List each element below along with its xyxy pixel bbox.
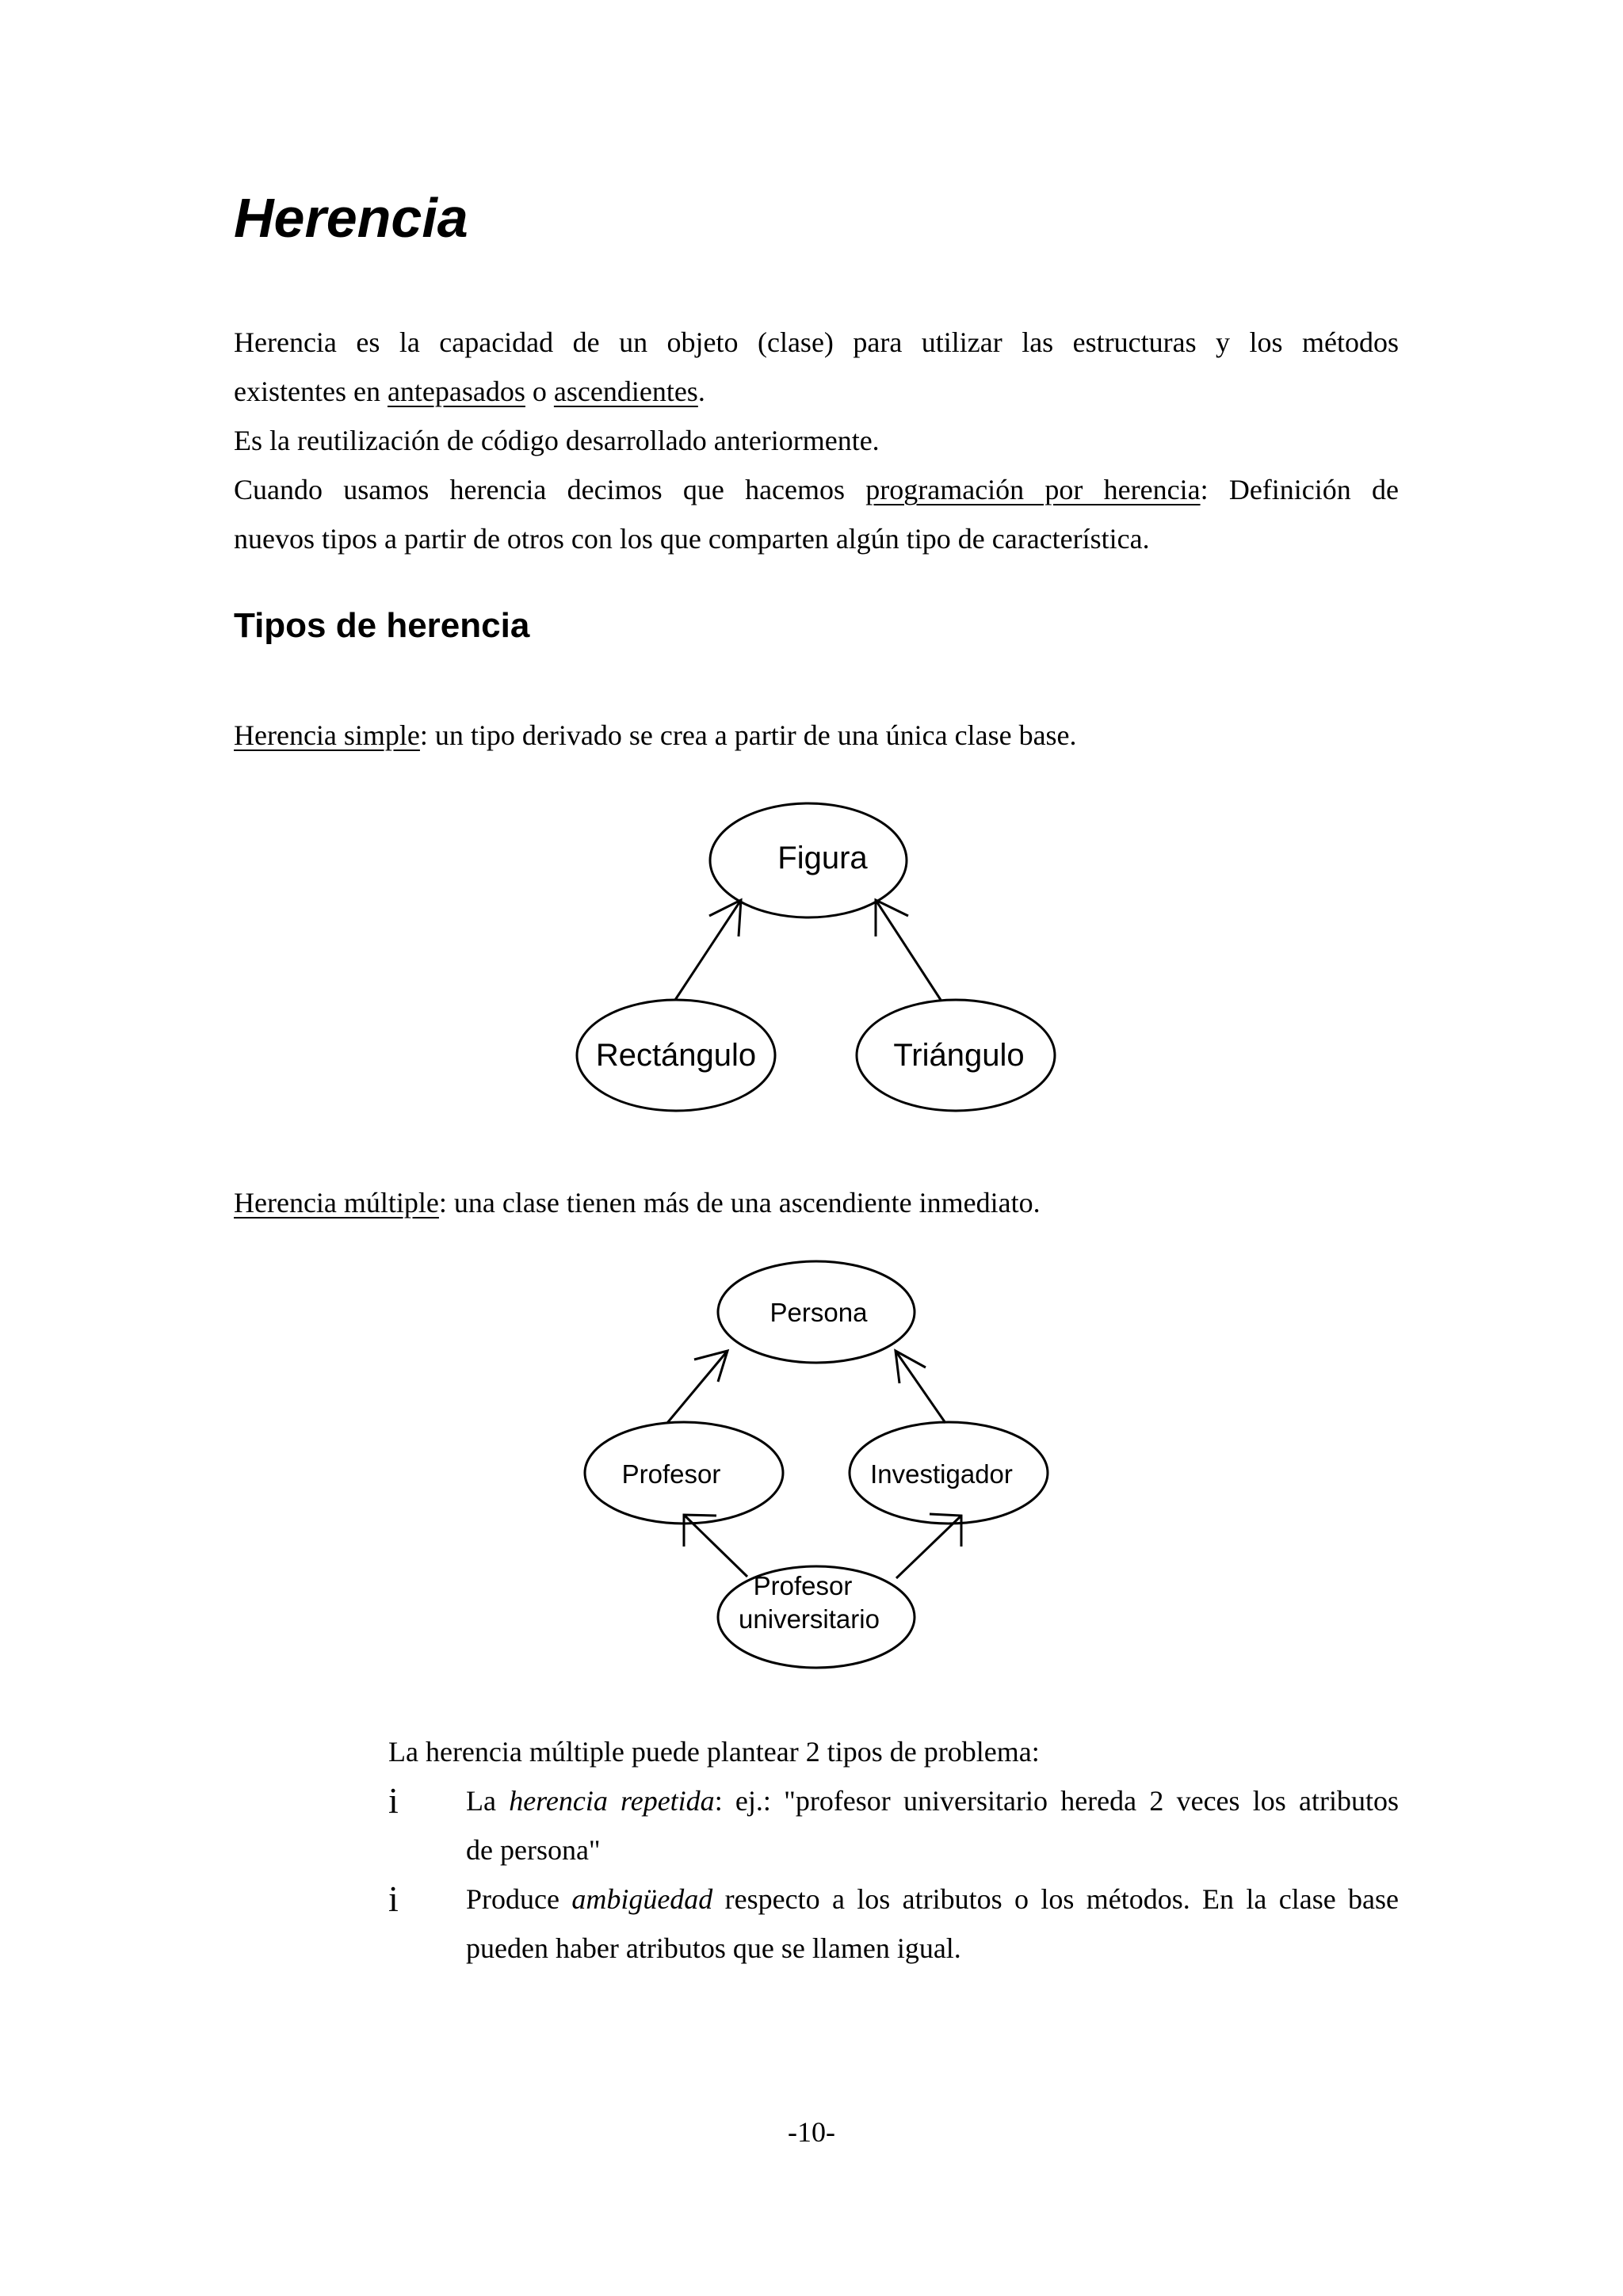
problem-item-1-emphasis: herencia repetida [509, 1785, 715, 1817]
simple-inheritance-description: : un tipo derivado se crea a partir de una única clase base. [419, 719, 1077, 751]
intro-line-2-prefix: existentes en [234, 376, 388, 407]
arrow-rectangulo-to-figura [675, 900, 741, 1000]
problem-item-1-line-2: de persona" [466, 1834, 601, 1866]
problem-item-2-emphasis: ambigüedad [571, 1883, 713, 1915]
term-herencia-simple: Herencia simple [234, 719, 420, 751]
page-title: Herencia [234, 187, 468, 249]
multiple-inheritance-description: : una clase tienen más de una ascendiente inmediato. [438, 1187, 1041, 1219]
node-triangulo-label: Triángulo [893, 1038, 1025, 1073]
intro-line-4-prefix: Cuando usamos herencia decimos que hacemos [234, 474, 866, 505]
problem-item-2-text: respecto a los atributos o los métodos. En la clase base [712, 1883, 1400, 1915]
arrow-universitario-to-profesor [684, 1515, 747, 1577]
bullet-marker: i [388, 1878, 399, 1919]
problem-item-2-prefix: Produce [466, 1883, 572, 1915]
problem-item-1 [388, 1776, 1399, 1875]
simple-inheritance-diagram [555, 792, 1078, 1125]
term-ascendientes: ascendientes [553, 376, 698, 407]
simple-inheritance-definition [234, 711, 1399, 760]
section-title: Tipos de herencia [234, 606, 530, 645]
multiple-inheritance-definition [234, 1178, 1399, 1227]
problem-item-1-text: : ej.: "profesor universitario hereda 2 veces los atributos [714, 1785, 1399, 1817]
intro-line-3: Es la reutilización de código desarrollado anteriormente. [234, 425, 880, 456]
term-programacion-por-herencia: programación por herencia [865, 474, 1201, 505]
multiple-inheritance-diagram [571, 1252, 1062, 1688]
problem-item-1-prefix: La [466, 1785, 510, 1817]
intro-line-2-period: . [697, 376, 705, 407]
intro-paragraph [234, 318, 1399, 563]
arrow-investigador-to-persona [896, 1351, 945, 1423]
intro-line-5: nuevos tipos a partir de otros con los que comparten algún tipo de característica. [234, 523, 1150, 555]
problems-intro: La herencia múltiple puede plantear 2 tipos de problema: [388, 1736, 1040, 1768]
bullet-marker: i [388, 1780, 399, 1821]
term-antepasados: antepasados [387, 376, 525, 407]
node-rectangulo-label: Rectángulo [595, 1038, 757, 1073]
node-profesor-universitario-label-line2: universitario [739, 1604, 880, 1634]
intro-line-4-suffix: : Definición de [1200, 474, 1399, 505]
intro-line-2 [234, 367, 1399, 416]
arrow-universitario-to-investigador [896, 1516, 961, 1578]
page-number: -10- [788, 2116, 835, 2148]
arrow-profesor-to-persona [667, 1351, 727, 1423]
term-herencia-multiple: Herencia múltiple [234, 1187, 439, 1219]
problem-item-2-line-1 [466, 1875, 1399, 1924]
node-investigador-label: Investigador [870, 1459, 1013, 1489]
problem-item-2-line-2: pueden haber atributos que se llamen igual. [466, 1932, 961, 1964]
node-persona-label: Persona [769, 1298, 868, 1327]
intro-line-1: Herencia es la capacidad de un objeto (clase) para utilizar las estructuras y los métodos [234, 326, 1399, 358]
problem-item-1-line-1 [466, 1776, 1399, 1825]
problem-item-2 [388, 1875, 1399, 1973]
node-profesor-label: Profesor [621, 1459, 721, 1489]
node-profesor-universitario-label-line1: Profesor [753, 1571, 853, 1600]
node-figura-label: Figura [777, 841, 868, 875]
intro-line-2-conjunction: o [525, 376, 554, 407]
intro-line-4 [234, 465, 1399, 514]
